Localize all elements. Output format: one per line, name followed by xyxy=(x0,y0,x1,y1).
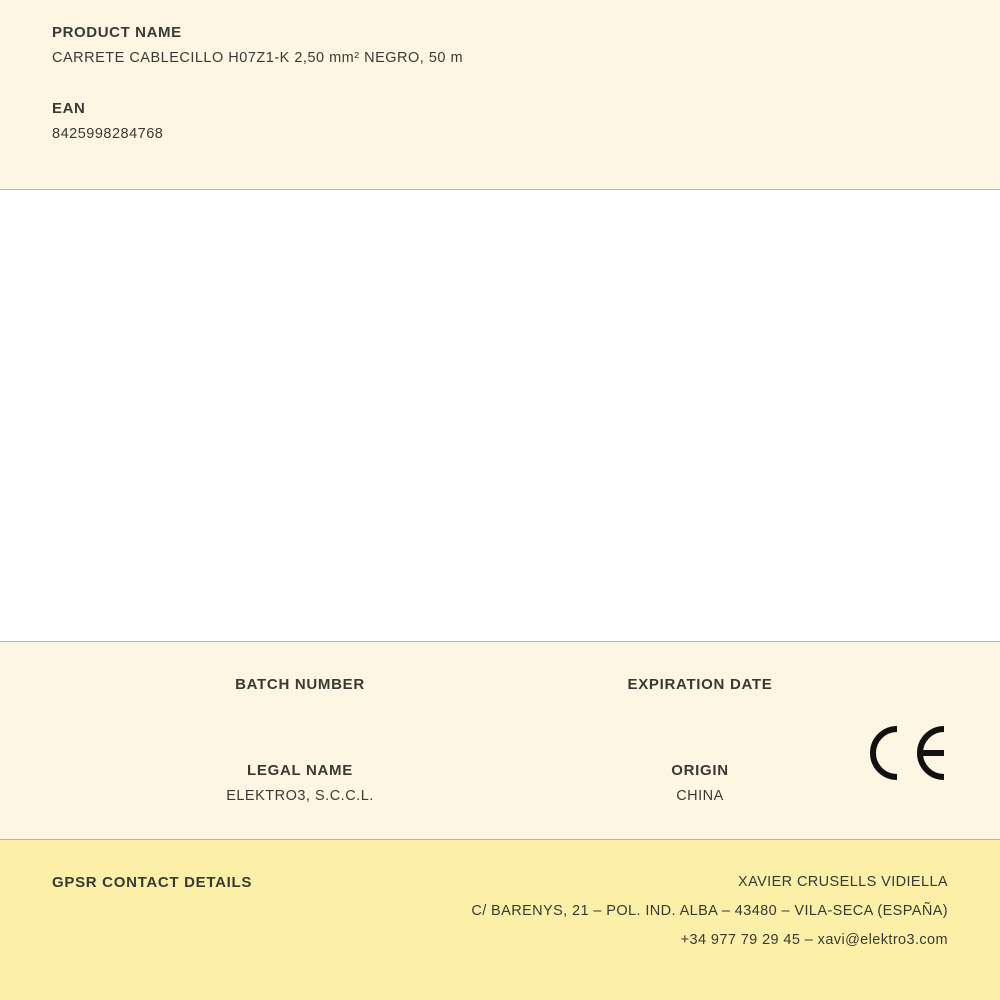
expiration-date-value xyxy=(500,702,900,719)
expiration-date-field xyxy=(500,676,900,719)
legal-name-value: ELEKTRO3, S.C.C.L. xyxy=(226,788,374,804)
info-row-legal-origin xyxy=(0,719,1000,805)
product-info-block xyxy=(0,642,1000,840)
gpsr-contact-name: XAVIER CRUSELLS VIDIELLA xyxy=(738,874,948,890)
batch-number-label: BATCH NUMBER xyxy=(235,676,365,693)
product-name-field xyxy=(0,24,1000,66)
gpsr-contact-label: GPSR CONTACT DETAILS xyxy=(52,874,253,891)
gpsr-contact-details xyxy=(471,874,948,948)
gpsr-footer-block xyxy=(0,840,1000,1000)
batch-number-field xyxy=(100,676,500,719)
batch-number-value xyxy=(100,702,500,719)
expiration-date-label: EXPIRATION DATE xyxy=(627,676,773,693)
info-row-batch-expiration xyxy=(0,642,1000,719)
legal-name-field xyxy=(100,762,500,805)
product-name-label: PRODUCT NAME xyxy=(52,24,182,41)
ean-field xyxy=(0,100,1000,142)
origin-field xyxy=(500,762,900,805)
ean-label: EAN xyxy=(52,100,86,117)
origin-value: CHINA xyxy=(676,788,724,804)
product-header-block xyxy=(0,0,1000,190)
origin-label: ORIGIN xyxy=(671,762,729,779)
gpsr-contact-address: C/ BARENYS, 21 – POL. IND. ALBA – 43480 – VILA-SECA (ESPAÑA) xyxy=(471,903,948,919)
gpsr-contact-phone-email: +34 977 79 29 45 – xavi@elektro3.com xyxy=(680,932,948,948)
blank-content-area xyxy=(0,190,1000,642)
ce-mark-icon xyxy=(862,724,948,782)
product-name-value: CARRETE CABLECILLO H07Z1-K 2,50 mm² NEGRO, 50 m xyxy=(52,50,464,66)
ean-value: 8425998284768 xyxy=(52,126,164,142)
legal-name-label: LEGAL NAME xyxy=(247,762,353,779)
